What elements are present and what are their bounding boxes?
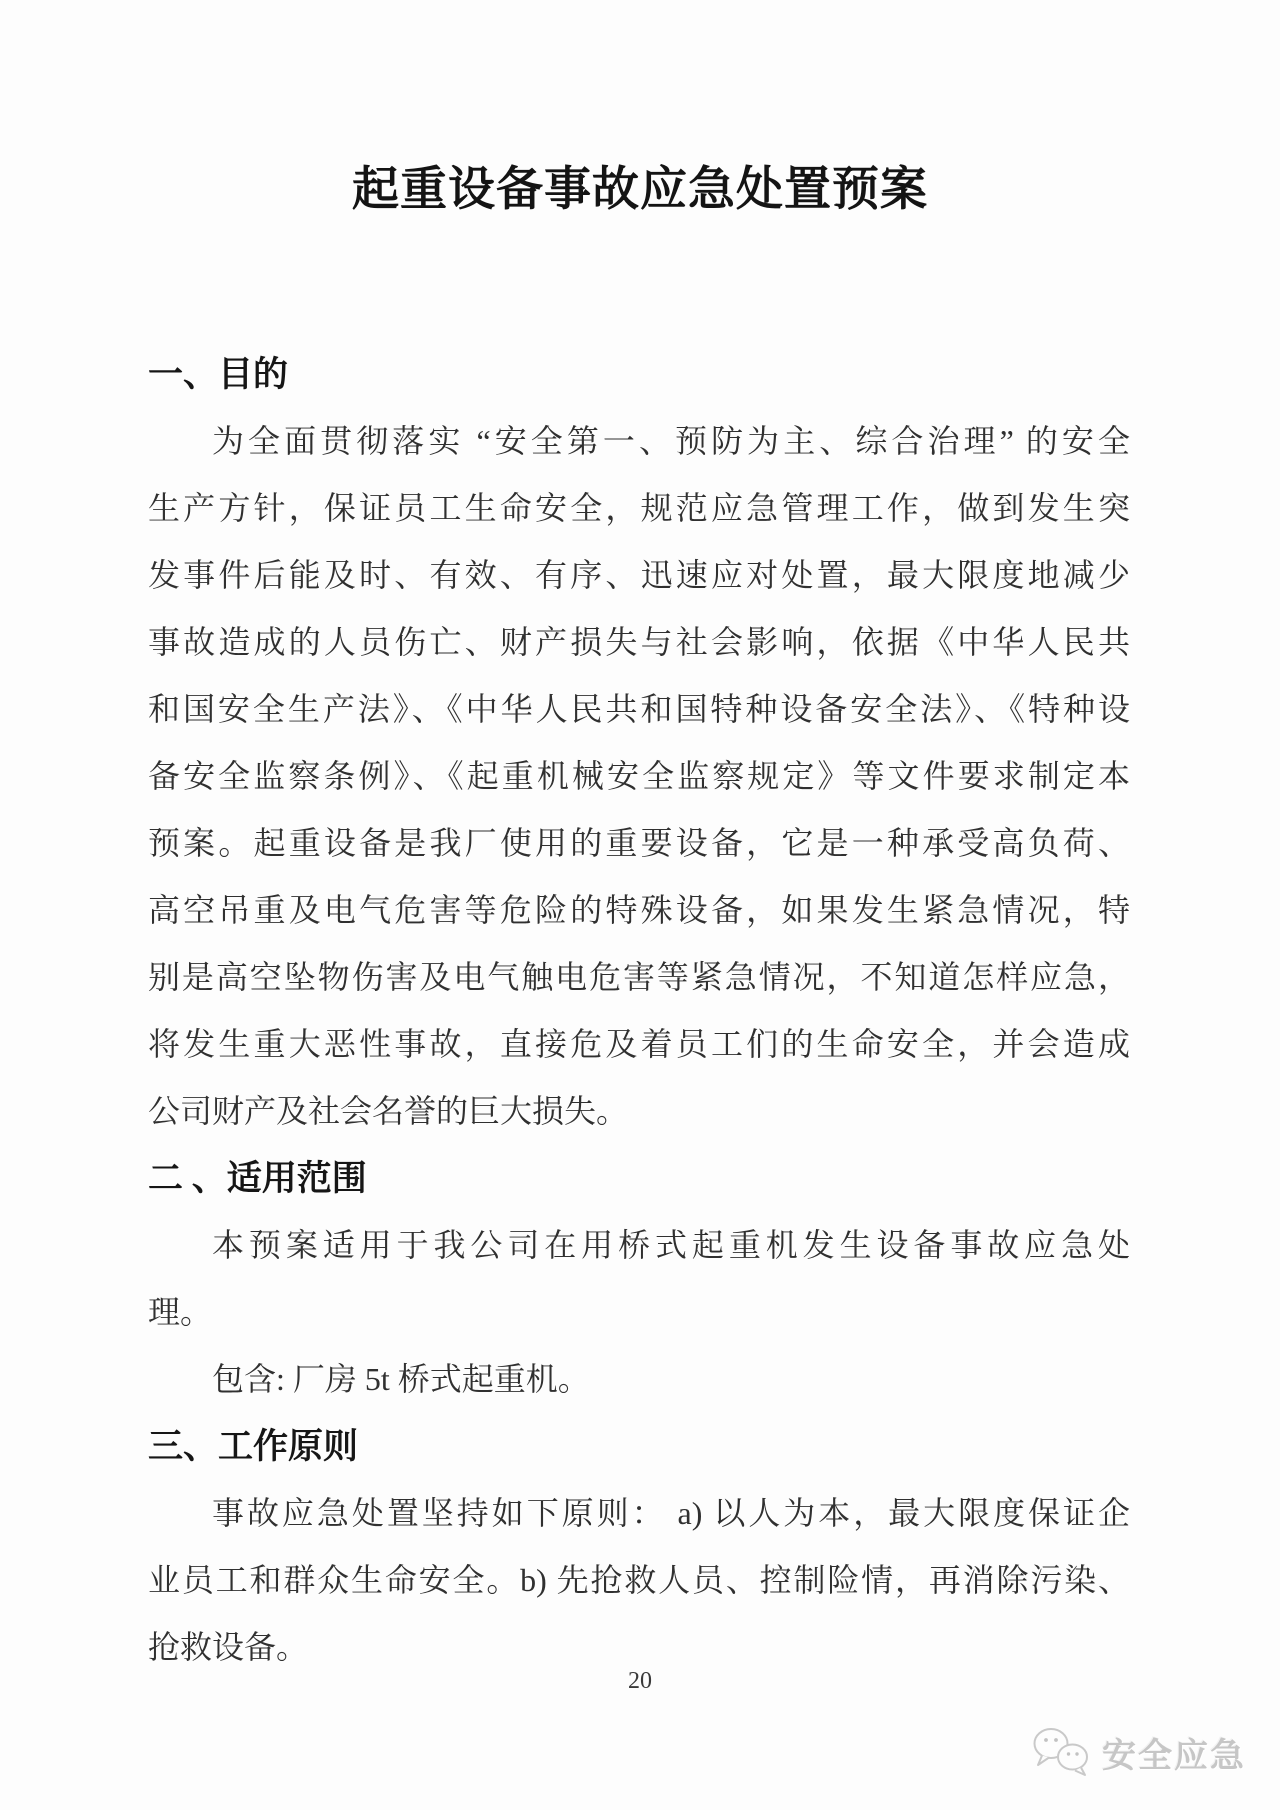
body-line: 公司财产及社会名誉的巨大损失。 (148, 1093, 629, 1129)
body-line: 抢救设备。 (148, 1629, 309, 1665)
body-line: 别是高空坠物伤害及电气触电危害等紧急情况，不知道怎样应急， (148, 959, 1130, 995)
body-line: 本预案适用于我公司在用桥式起重机发生设备事故应急处 (212, 1227, 1130, 1263)
body-line: 事故造成的人员伤亡、财产损失与社会影响，依据《中华人民共 (148, 624, 1130, 660)
body-line: 事故应急处置坚持如下原则： a) 以人为本，最大限度保证企 (212, 1495, 1130, 1531)
page-number: 20 (628, 1668, 652, 1694)
section-heading-scope: 二 、适用范围 (148, 1159, 367, 1198)
watermark-label: 安全应急 (1102, 1736, 1246, 1775)
watermark (1030, 1726, 1246, 1778)
section-heading-principles: 三、工作原则 (148, 1427, 359, 1466)
body-line: 为全面贯彻落实 “安全第一、预防为主、综合治理” 的安全 (212, 423, 1130, 459)
body-line: 备安全监察条例》、《起重机械安全监察规定》等文件要求制定本 (148, 758, 1130, 794)
body-line: 和国安全生产法》、《中华人民共和国特种设备安全法》、《特种设 (148, 691, 1130, 727)
chat-bubbles-icon (1030, 1726, 1092, 1778)
body-line: 生产方针，保证员工生命安全，规范应急管理工作，做到发生突 (148, 490, 1130, 526)
body-line: 将发生重大恶性事故，直接危及着员工们的生命安全，并会造成 (148, 1026, 1130, 1062)
document-body (148, 341, 1130, 1681)
page-title: 起重设备事故应急处置预案 (352, 164, 928, 216)
body-line: 预案。起重设备是我厂使用的重要设备，它是一种承受高负荷、 (148, 825, 1130, 861)
body-line: 发事件后能及时、有效、有序、迅速应对处置，最大限度地减少 (148, 557, 1130, 593)
body-line: 理。 (148, 1294, 213, 1330)
body-line: 高空吊重及电气危害等危险的特殊设备，如果发生紧急情况，特 (148, 892, 1130, 928)
body-line: 包含: 厂房 5t 桥式起重机。 (212, 1361, 590, 1397)
body-line: 业员工和群众生命安全。b) 先抢救人员、控制险情，再消除污染、 (148, 1562, 1130, 1598)
section-heading-purpose: 一、目的 (148, 355, 289, 394)
